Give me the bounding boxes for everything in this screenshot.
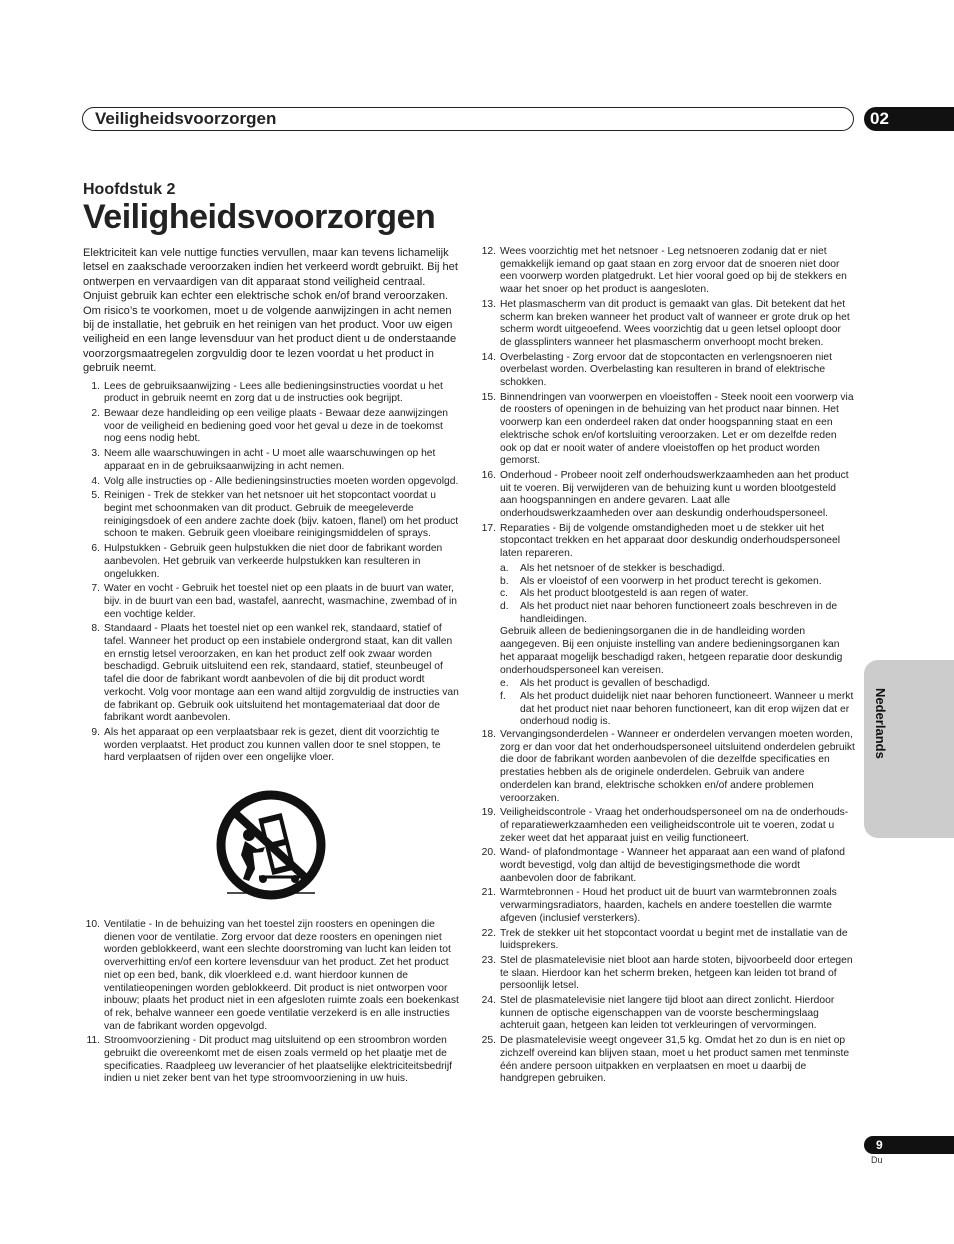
list-item-number: 14.	[481, 351, 496, 363]
sub-list-item	[500, 601, 855, 626]
list-item-number: 7.	[91, 583, 100, 595]
list-item-text: Het plasmascherm van dit product is gemaakt van glas. Dit betekent dat het scherm kan breken wanneer het product valt of wanneer er grote druk op het scherm wordt uitgeoefend. Wees voorzichtig dat u geen letsel oploopt door de glassplinters wanneer het plasmascherm onverhoopt mocht breken.	[500, 298, 850, 348]
list-item	[83, 476, 459, 489]
sub-list-item-text: Als het product is gevallen of beschadigd.	[520, 678, 711, 690]
list-item-number: 12.	[481, 246, 496, 257]
list-item-text: Trek de stekker uit het stopcontact voordat u begint met de installatie van de luidsprekers.	[500, 927, 848, 952]
list-item	[479, 523, 855, 561]
list-item-number: 6.	[91, 543, 100, 555]
list-item-number: 1.	[91, 380, 100, 392]
list-item	[479, 955, 855, 993]
list-item	[479, 887, 855, 925]
list-item	[83, 490, 459, 541]
list-item-text: Reparaties - Bij de volgende omstandigheden moet u de stekker uit het stopcontact trekken en het apparaat door deskundig onderhoudspersoneel laten repareren.	[500, 522, 841, 560]
list-item	[479, 246, 855, 297]
list-item-text: Standaard - Plaats het toestel niet op een wankel rek, standaard, statief of tafel. Wanneer het product op een instabiele ondergrond staat, kan dit vallen en ernstig letsel veroorzaken, en kan het product zelf ook zwaar worden beschadigd. Gebruik uitsluitend een rek, standaard, statief, steunbeugel of tafel die door de fabrikant wordt aanbevolen of die bij dit product wordt verkocht. Volg voor montage aan een wand altijd zorgvuldig de instructies van de fabrikant op. Gebruik ook uitsluitend het montagemateriaal dat door de fabrikant wordt aanbevolen.	[104, 623, 459, 724]
list-item-text: Veiligheidscontrole - Vraag het onderhoudspersoneel om na de onderhouds- of reparatiewerkzaamheden een veiligheidscontrole uit te voeren, zodat u zeker weet dat het apparaat juist en veilig functioneert.	[500, 807, 849, 844]
left-column	[83, 246, 459, 1088]
sub-list-item-letter: d.	[500, 600, 509, 612]
list-item-number: 17.	[481, 522, 496, 534]
list-item-text: Stroomvoorziening - Dit product mag uitsluitend op een stroombron worden gebruikt die overeenkomt met de eisen zoals vermeld op het plaatje met de specificaties. Raadpleeg uw leverancier of het plaatselijke elektriciteitsbedrijf indien u niet zeker bent van het type stroomvoorziening in uw huis.	[104, 1035, 452, 1085]
list-item-number: 19.	[481, 807, 496, 819]
sub-list-item	[500, 588, 855, 601]
sub-list-item-letter: b.	[500, 575, 509, 587]
list-item-number: 9.	[91, 726, 100, 738]
cart-warning-illustration	[83, 789, 459, 901]
list-item	[83, 583, 459, 621]
list-item-text: Overbelasting - Zorg ervoor dat de stopcontacten en verlengsnoeren niet overbelast worden. Overbelasting kan resulteren in brand of elektrische schokken.	[500, 351, 832, 389]
list-item-text: Als het apparaat op een verplaatsbaar rek is gezet, dient dit voorzichtig te worden verplaatst. Het product zou kunnen vallen door te snel stoppen, te hard verplaatsen of rijden over een ongelijke vloer.	[104, 726, 441, 764]
list-item	[479, 928, 855, 953]
list-item-text: Onderhoud - Probeer nooit zelf onderhoudswerkzaamheden aan het product uit te voeren. Bij verwijderen van de behuizing kunt u worden blootgesteld aan hoogspanningen en andere gevaren. Laat alle onderhoudswerkzaamheden over aan deskundig onderhoudspersoneel.	[500, 469, 849, 520]
left-list	[83, 381, 459, 765]
list-item-text: Wand- of plafondmontage - Wanneer het apparaat aan een wand of plafond wordt bevestigd, volg dan altijd de bevestigingsmethode die wordt aanbevolen door de fabrikant.	[500, 847, 845, 884]
intro-paragraph: Elektriciteit kan vele nuttige functies vervullen, maar kan tevens lichamelijk letsel en zaakschade veroorzaken indien het verkeerd wordt gebruikt. Bij het ontwerpen en vervaardigen van dit apparaat stond veiligheid centraal. Onjuist gebruik kan echter een elektrische schok en/of brand veroorzaken. Om risico’s te voorkomen, moet u de volgende aanwijzingen in acht nemen bij de installatie, het gebruik en het reinigen van het product. Voor uw eigen veiligheid en een lange levensduur van het product dient u de onderstaande voorzorgsmaatregelen zorgvuldig door te lezen voordat u het product in gebruik neemt.	[83, 247, 458, 375]
sub-list-item-text: Als het product niet naar behoren functioneert zoals beschreven in de handleidingen.	[520, 600, 838, 625]
section-title: Veiligheidsvoorzorgen	[95, 109, 277, 128]
list-item-text: Neem alle waarschuwingen in acht - U moet alle waarschuwingen op het apparaat en in de gebruiksaanwijzing in acht nemen.	[104, 448, 436, 472]
sub-list-item-text: Als het netsnoer of de stekker is beschadigd.	[520, 562, 725, 574]
list-item-text: Water en vocht - Gebruik het toestel niet op een plaats in de buurt van water, bijv. in de buurt van een bad, wastafel, aanrecht, wasmachine, zwembad of in een vochtige kelder.	[104, 583, 457, 620]
sub-list-item-text: Als het product duidelijk niet naar behoren functioneert. Wanneer u merkt dat het product niet naar behoren functioneert, kan dit erop wijzen dat er onderhoud nodig is.	[520, 690, 854, 728]
page-title: Veiligheidsvoorzorgen	[83, 198, 436, 236]
list-item-text: Wees voorzichtig met het netsnoer - Leg netsnoeren zodanig dat er niet gemakkelijk iemand op gaat staan en zorg ervoor dat de snoeren niet door een voorwerp worden platgedrukt. Let hier vooral goed op bij de stekkers en waar het snoer op het product is aangesloten.	[500, 246, 847, 296]
list-item-number: 11.	[86, 1035, 100, 1047]
list-item	[83, 919, 459, 1033]
sub-list	[479, 563, 855, 627]
list-item-number: 5.	[91, 490, 100, 502]
sub-list-item-letter: a.	[500, 562, 509, 574]
list-item	[83, 727, 459, 765]
list-item-number: 25.	[481, 1035, 496, 1047]
list-item	[479, 729, 855, 805]
list-item-number: 20.	[481, 847, 496, 859]
list-item-number: 13.	[481, 298, 496, 310]
list-item-text: Binnendringen van voorwerpen en vloeistoffen - Steek nooit een voorwerp via de roosters of openingen in de behuizing van het product naar binnen. Het voorwerp kan een onderdeel raken dat onder hoogspanning staat en een elektrische schok en/of kortsluiting veroorzaken. Let er om dezelfde reden ook op dat er nooit water of andere vloeistoffen op het product worden gemorst.	[500, 391, 854, 467]
sub-list-item-letter: e.	[500, 678, 509, 690]
list-item	[83, 543, 459, 581]
list-item-number: 15.	[481, 391, 496, 403]
sub-list-item-text: Als er vloeistof of een voorwerp in het product terecht is gekomen.	[520, 575, 822, 587]
right-column	[479, 246, 855, 1088]
list-item-number: 2.	[91, 408, 100, 420]
sub-list-item	[500, 576, 855, 589]
list-item-text: Bewaar deze handleiding op een veilige plaats - Bewaar deze aanwijzingen voor de veiligheid en bediening goed voor het geval u deze in de toekomst nog eens nodig hebt.	[104, 408, 449, 445]
list-item-text: Stel de plasmatelevisie niet bloot aan harde stoten, bijvoorbeeld door ertegen te slaan. Hierdoor kan het scherm breken, hetgeen kan leiden tot brand of persoonlijk letsel.	[500, 954, 853, 992]
list-item-number: 3.	[91, 448, 100, 460]
list-item	[479, 352, 855, 390]
chapter-label: Hoofdstuk 2	[83, 181, 176, 198]
list-item-text: Reinigen - Trek de stekker van het netsnoer uit het stopcontact voordat u begint met schoonmaken van dit product. Gebruik de meegeleverde reinigingsdoek of een andere zachte doek (bijv. katoen, flanel) om het product schoon te maken. Gebruik geen vloeibare reinigingsmiddelen of sprays.	[104, 490, 459, 540]
sub-list-continued	[479, 678, 855, 729]
list-item-number: 10.	[85, 919, 100, 931]
list-item	[479, 995, 855, 1033]
language-code: Du	[871, 1155, 883, 1165]
sub-note: Gebruik alleen de bedieningsorganen die in de handleiding worden aangegeven. Bij een onjuiste instelling van andere bedieningsorganen kan het apparaat mogelijk beschadigd raken, hetgeen reparatie door deskundig onderhoudspersoneel kan vereisen.	[500, 626, 843, 676]
right-list-continued	[479, 729, 855, 1086]
list-item	[479, 470, 855, 521]
sub-list-item-letter: c.	[500, 588, 509, 600]
list-item-text: Volg alle instructies op - Alle bedieningsinstructies moeten worden opgevolgd.	[104, 475, 459, 487]
page-number: 9	[864, 1136, 954, 1154]
sub-list-item-letter: f.	[500, 690, 506, 702]
list-item-number: 21.	[481, 887, 496, 899]
sub-list-item-text: Als het product blootgesteld is aan regen of water.	[520, 588, 749, 600]
list-item	[83, 408, 459, 446]
list-item	[83, 1035, 459, 1086]
list-item-text: Hulpstukken - Gebruik geen hulpstukken die niet door de fabrikant worden aanbevolen. Het gebruik van verkeerde hulpstukken kan resulteren in ongelukken.	[104, 543, 443, 580]
list-item	[479, 392, 855, 468]
list-item-text: Ventilatie - In de behuizing van het toestel zijn roosters en openingen die dienen voor de ventilatie. Zorg ervoor dat deze roosters en openingen niet worden geblokkeerd, want een slechte doorstroming van lucht kan leiden tot oververhitting en/of een kortere levensduur van het product. Zet het product niet op een bed, bank, dik vloerkleed e.d. want hierdoor kunnen de ventilatieopeningen worden geblokkeerd. Dit product is niet ontworpen voor inbouw; plaats het product niet in een afgesloten ruimte zoals een boekenkast of rek, behalve wanneer een goede ventilatie verzekerd is en alle instructies van de fabrikant worden opgevolgd.	[104, 919, 459, 1032]
list-item-number: 8.	[91, 623, 100, 635]
list-item-number: 22.	[481, 927, 496, 939]
list-item	[479, 807, 855, 845]
sub-list-item	[500, 691, 855, 729]
right-list	[479, 246, 855, 561]
list-item-number: 24.	[481, 995, 496, 1007]
list-item-text: Stel de plasmatelevisie niet langere tijd bloot aan direct zonlicht. Hierdoor kunnen de optische eigenschappen van de voorste beschermingslaag achteruit gaan, hetgeen kan leiden tot verkleuringen of vervormingen.	[500, 995, 835, 1032]
list-item	[83, 623, 459, 725]
list-item	[479, 847, 855, 885]
list-item	[479, 1035, 855, 1086]
list-item-text: Lees de gebruiksaanwijzing - Lees alle bedieningsinstructies voordat u het product in gebruik neemt en zorg dat u de instructies ook begrijpt.	[104, 380, 443, 405]
list-item-text: De plasmatelevisie weegt ongeveer 31,5 kg. Omdat het zo dun is en niet op zichzelf overeind kan blijven staan, moet u het product samen met tenminste één andere persoon uitpakken en verplaatsen en moet u daarbij de handgrepen gebruiken.	[500, 1035, 850, 1085]
list-item	[479, 299, 855, 350]
sub-list-item	[500, 563, 855, 576]
list-item-text: Warmtebronnen - Houd het product uit de buurt van warmtebronnen zoals verwarmingsradiators, haarden, kachels en andere toestellen die warmte afgeven (inclusief versterkers).	[500, 887, 837, 924]
chapter-number-badge: 02	[864, 107, 954, 131]
language-label: Nederlands	[873, 688, 888, 759]
list-item-text: Vervangingsonderdelen - Wanneer er onderdelen vervangen moeten worden, zorg er dan voor dat het onderhoudspersoneel uitsluitend onderdelen gebruikt die door de fabrikant worden aanbevolen of die dezelfde specificaties en prestaties hebben als de originele onderdelen. Gebruik van andere onderdelen kan brand, elektrische schokken en/of andere problemen veroorzaken.	[500, 729, 855, 804]
cart-tip-warning-icon	[215, 789, 327, 901]
list-item-number: 23.	[481, 954, 496, 966]
list-item	[83, 448, 459, 473]
list-item-number: 16.	[481, 469, 496, 481]
list-item-number: 4.	[91, 475, 100, 487]
left-list-continued	[83, 919, 459, 1086]
sub-list-item	[500, 678, 855, 691]
list-item-number: 18.	[481, 729, 496, 741]
list-item	[83, 381, 459, 406]
